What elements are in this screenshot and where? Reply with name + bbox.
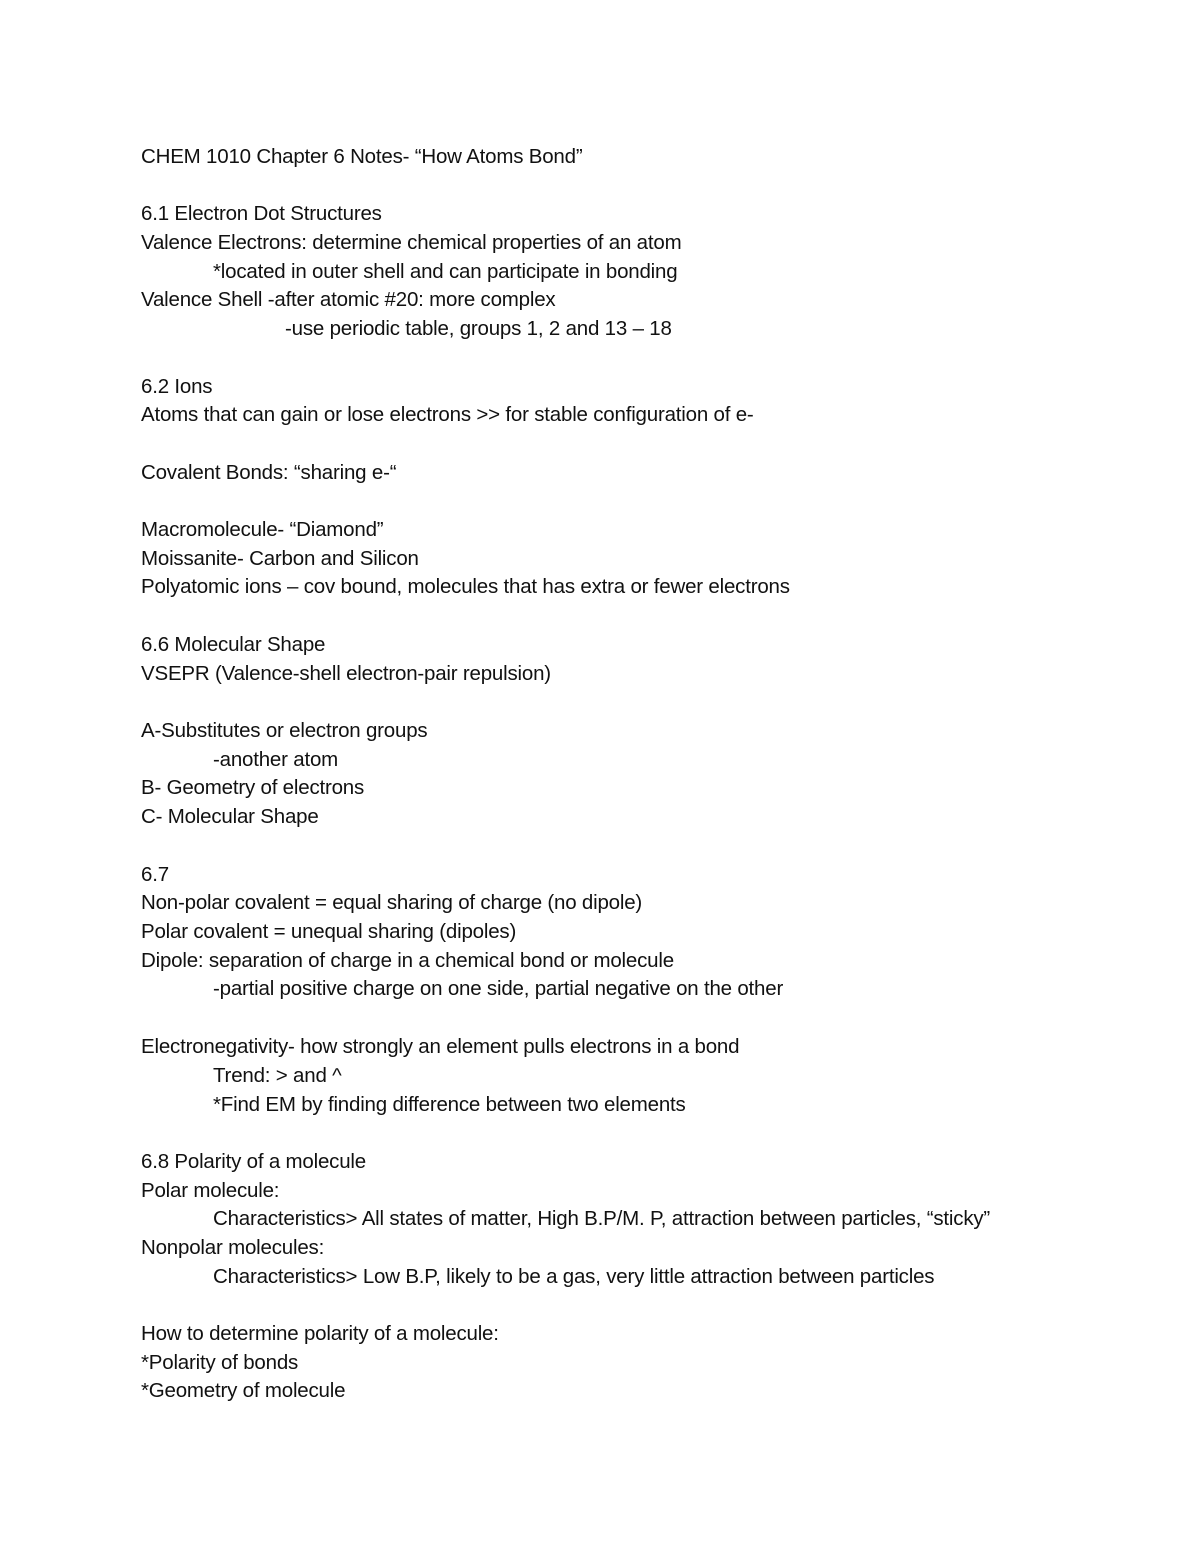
section-6-1-heading: 6.1 Electron Dot Structures	[141, 202, 382, 225]
text-line: Polyatomic ions – cov bound, molecules that has extra or fewer electrons	[141, 575, 790, 598]
text-line: Atoms that can gain or lose electrons >> for stable configuration of e-	[141, 403, 754, 426]
text-line: Nonpolar molecules:	[141, 1236, 325, 1259]
text-line: VSEPR (Valence-shell electron-pair repulsion)	[141, 662, 551, 685]
text-line: A-Substitutes or electron groups	[141, 719, 428, 742]
text-line: B- Geometry of electrons	[141, 776, 365, 799]
section-6-2-heading: 6.2 Ions	[141, 375, 213, 398]
section-6-7-heading: 6.7	[141, 863, 169, 886]
text-line: C- Molecular Shape	[141, 805, 319, 828]
text-line: Dipole: separation of charge in a chemical bond or molecule	[141, 949, 674, 972]
text-line: Valence Shell -after atomic #20: more complex	[141, 288, 556, 311]
section-6-8-heading: 6.8 Polarity of a molecule	[141, 1150, 366, 1173]
text-line: Polar covalent = unequal sharing (dipoles)	[141, 920, 517, 943]
text-line: Electronegativity- how strongly an element pulls electrons in a bond	[141, 1035, 740, 1058]
text-line: Characteristics> Low B.P, likely to be a gas, very little attraction between particles	[213, 1265, 935, 1288]
text-line: Valence Electrons: determine chemical properties of an atom	[141, 231, 682, 254]
text-line: Characteristics> All states of matter, High B.P/M. P, attraction between particles, “sticky”	[213, 1207, 991, 1230]
text-line: Trend: > and ^	[213, 1064, 342, 1087]
text-line: *located in outer shell and can participate in bonding	[213, 260, 678, 283]
text-line: *Find EM by finding difference between two elements	[213, 1093, 686, 1116]
text-line: -use periodic table, groups 1, 2 and 13 – 18	[285, 317, 672, 340]
text-line: Covalent Bonds: “sharing e-“	[141, 461, 397, 484]
text-line: Polar molecule:	[141, 1179, 280, 1202]
text-line: Non-polar covalent = equal sharing of charge (no dipole)	[141, 891, 643, 914]
text-line: *Geometry of molecule	[141, 1379, 346, 1402]
text-line: -another atom	[213, 748, 339, 771]
text-line: Moissanite- Carbon and Silicon	[141, 547, 419, 570]
text-line: How to determine polarity of a molecule:	[141, 1322, 499, 1345]
document-title: CHEM 1010 Chapter 6 Notes- “How Atoms Bond”	[141, 145, 583, 168]
text-line: *Polarity of bonds	[141, 1351, 299, 1374]
text-line: -partial positive charge on one side, partial negative on the other	[213, 977, 784, 1000]
text-line: Macromolecule- “Diamond”	[141, 518, 384, 541]
section-6-6-heading: 6.6 Molecular Shape	[141, 633, 326, 656]
